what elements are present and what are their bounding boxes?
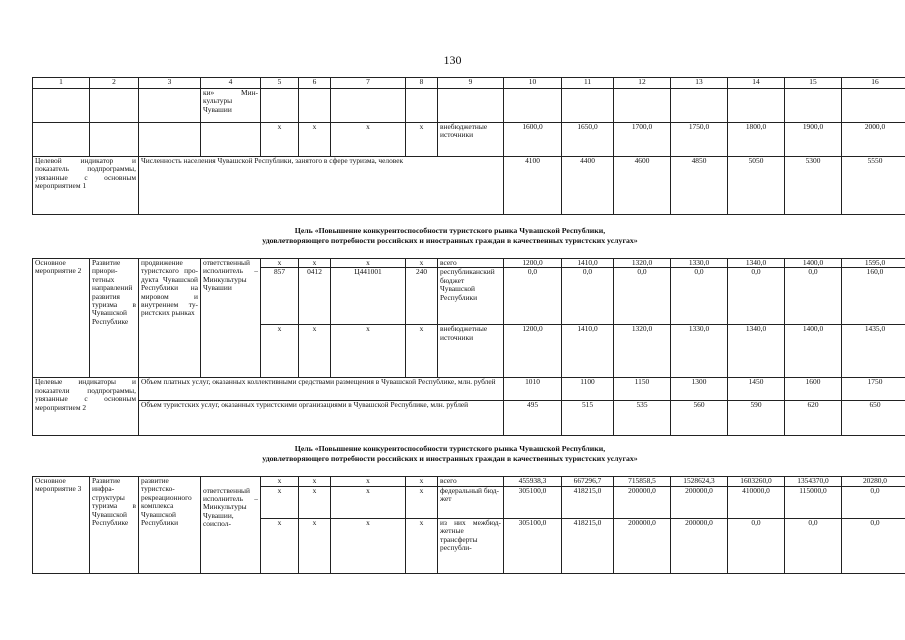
table-cell: 1330,0: [671, 259, 728, 268]
table-cell: 1150: [614, 378, 671, 401]
table-cell: 495: [504, 401, 562, 436]
header-cell: 16: [842, 78, 905, 89]
table-cell: ответственный исполнитель – Минкультуры Чувашии, соиспол-: [201, 487, 261, 574]
table-row: [33, 157, 905, 215]
table-cell: 1700,0: [614, 123, 671, 157]
table-cell: Объем платных услуг, оказанных коллективными средствами размещения в Чувашской Республике, млн. рублей: [139, 378, 504, 401]
table-cell: 4850: [671, 157, 728, 215]
table-cell: Основное мероприятие 2: [33, 259, 90, 378]
table-cell: 1354370,0: [785, 477, 842, 487]
table-cell: 1400,0: [785, 325, 842, 378]
table-cell: из них межбюджетные трансферты республи-: [438, 519, 504, 574]
table-cell: 1200,0: [504, 259, 562, 268]
table-cell: x: [406, 487, 438, 519]
funding-table-part-1: [32, 77, 905, 215]
table-cell: 0412: [299, 268, 331, 325]
table-cell: 200000,0: [671, 487, 728, 519]
table-cell: x: [331, 519, 406, 574]
table-row: [33, 89, 905, 123]
table-cell: x: [299, 123, 331, 157]
table-cell: 1320,0: [614, 325, 671, 378]
table-cell: продвижение туристского продукта Чувашской Республики на мировом и внутреннем туристских рынках: [139, 259, 201, 378]
table-cell: Развитие приоритетных направлений развития туризма в Чувашской Республике: [90, 259, 139, 378]
table-cell: 305100,0: [504, 487, 562, 519]
table-cell: x: [331, 259, 406, 268]
table-cell: x: [299, 259, 331, 268]
goal-heading: [32, 226, 868, 246]
table-cell: Целевые индикаторы и показатели подпрограммы, увязанные с основным мероприятием 2: [33, 378, 139, 436]
table-cell: 1650,0: [562, 123, 614, 157]
table-cell: Развитие инфраструктуры туризма в Чувашской Республике: [90, 477, 139, 574]
table-cell: x: [331, 325, 406, 378]
table-cell: x: [261, 477, 299, 487]
table-cell: 620: [785, 401, 842, 436]
table-cell: 1595,0: [842, 259, 905, 268]
table-cell: x: [261, 487, 299, 519]
table-cell: x: [261, 519, 299, 574]
table-cell: 1750,0: [671, 123, 728, 157]
table-cell: 200000,0: [671, 519, 728, 574]
table-row: [33, 401, 905, 436]
header-cell: 5: [261, 78, 299, 89]
table-cell: 1340,0: [728, 325, 785, 378]
header-cell: 14: [728, 78, 785, 89]
header-cell: 8: [406, 78, 438, 89]
table-cell: x: [406, 259, 438, 268]
header-cell: 11: [562, 78, 614, 89]
table-cell: Численность населения Чувашской Республики, занятого в сфере туризма, человек: [139, 157, 504, 215]
header-cell: 1: [33, 78, 90, 89]
table-cell: x: [261, 259, 299, 268]
table-cell: 1600,0: [504, 123, 562, 157]
table-cell: x: [261, 325, 299, 378]
page-number: 130: [443, 53, 462, 67]
table-cell: всего: [438, 477, 504, 487]
header-cell: 7: [331, 78, 406, 89]
table-cell: 418215,0: [562, 519, 614, 574]
table-cell: 1300: [671, 378, 728, 401]
table-cell: 5050: [728, 157, 785, 215]
table-cell: 200000,0: [614, 487, 671, 519]
table-row: [33, 123, 905, 157]
table-cell: развитие туристско-рекреационного комплекса Чувашской Республики: [139, 477, 201, 574]
table-cell: 4400: [562, 157, 614, 215]
table-cell: 535: [614, 401, 671, 436]
table-cell: x: [406, 123, 438, 157]
table-cell: всего: [438, 259, 504, 268]
table-cell: федеральный бюджет: [438, 487, 504, 519]
table-cell: 0,0: [842, 487, 905, 519]
header-cell: 13: [671, 78, 728, 89]
table-cell: 1330,0: [671, 325, 728, 378]
table-cell: 1410,0: [562, 259, 614, 268]
table-cell: 1010: [504, 378, 562, 401]
goal-line: Цель «Повышение конкурентоспособности туристского рынка Чувашской Республики,: [294, 226, 606, 235]
header-cell: 4: [201, 78, 261, 89]
table-cell: 1410,0: [562, 325, 614, 378]
table-cell: 410000,0: [728, 487, 785, 519]
table-row: [33, 378, 905, 401]
table-cell: ответственный исполнитель – Минкультуры Чувашии: [201, 259, 261, 378]
table-cell: Ц441001: [331, 268, 406, 325]
table-cell: 1100: [562, 378, 614, 401]
table-cell: x: [331, 477, 406, 487]
table-cell: 418215,0: [562, 487, 614, 519]
table-cell: x: [299, 487, 331, 519]
header-cell: 9: [438, 78, 504, 89]
table-cell: 590: [728, 401, 785, 436]
table-cell: внебюджетные источники: [438, 123, 504, 157]
table-cell: 1400,0: [785, 259, 842, 268]
table-cell: 5300: [785, 157, 842, 215]
table-cell: x: [406, 519, 438, 574]
table-cell: 715858,5: [614, 477, 671, 487]
table-row: [33, 477, 905, 487]
table-cell: 0,0: [728, 519, 785, 574]
table-cell: 1800,0: [728, 123, 785, 157]
table-cell: 515: [562, 401, 614, 436]
table-cell: 0,0: [562, 268, 614, 325]
table-cell: 0,0: [728, 268, 785, 325]
header-cell: 2: [90, 78, 139, 89]
table-cell: 1750: [842, 378, 905, 401]
goal-line: Цель «Повышение конкурентоспособности туристского рынка Чувашской Республики,: [294, 444, 606, 453]
table-cell: 0,0: [842, 519, 905, 574]
table-cell: 160,0: [842, 268, 905, 325]
table-cell: 1200,0: [504, 325, 562, 378]
table-cell: x: [331, 487, 406, 519]
header-row: [33, 78, 905, 89]
header-cell: 15: [785, 78, 842, 89]
table-cell: 240: [406, 268, 438, 325]
table-cell: 1528624,3: [671, 477, 728, 487]
table-cell: 4100: [504, 157, 562, 215]
table-cell: 2000,0: [842, 123, 905, 157]
table-cell: 667296,7: [562, 477, 614, 487]
table-row: [33, 259, 905, 268]
table-cell: 200000,0: [614, 519, 671, 574]
table-cell: 857: [261, 268, 299, 325]
table-cell: x: [406, 477, 438, 487]
table-cell: 0,0: [504, 268, 562, 325]
table-cell: 560: [671, 401, 728, 436]
header-cell: 12: [614, 78, 671, 89]
table-cell: x: [299, 519, 331, 574]
table-cell: 1340,0: [728, 259, 785, 268]
table-cell: x: [299, 325, 331, 378]
goal-heading: [32, 444, 868, 464]
table-cell: 5550: [842, 157, 905, 215]
table-cell: 4600: [614, 157, 671, 215]
table-cell: 0,0: [614, 268, 671, 325]
table-cell: 0,0: [785, 519, 842, 574]
header-cell: 10: [504, 78, 562, 89]
table-cell: 1320,0: [614, 259, 671, 268]
table-cell: x: [406, 325, 438, 378]
table-cell: ки» Минкультуры Чувашии: [201, 89, 261, 123]
table-cell: x: [261, 123, 299, 157]
goal-line: удовлетворяющего потребности российских и иностранных граждан в качественных туристских услугах»: [262, 454, 638, 463]
table-cell: 20280,0: [842, 477, 905, 487]
table-cell: x: [299, 477, 331, 487]
table-cell: Основное мероприятие 3: [33, 477, 90, 574]
table-cell: 1450: [728, 378, 785, 401]
table-cell: 0,0: [785, 268, 842, 325]
table-cell: 1603260,0: [728, 477, 785, 487]
table-cell: x: [331, 123, 406, 157]
table-cell: 305100,0: [504, 519, 562, 574]
funding-table-part-3: [32, 476, 905, 574]
table-cell: 1600: [785, 378, 842, 401]
goal-line: удовлетворяющего потребности российских и иностранных граждан в качественных туристских услугах»: [262, 236, 638, 245]
table-cell: 1435,0: [842, 325, 905, 378]
funding-table-part-2: [32, 258, 905, 436]
table-cell: 0,0: [671, 268, 728, 325]
table-cell: 650: [842, 401, 905, 436]
table-cell: Целевой индикатор и показатель подпрограммы, увязанные с основным мероприятием 1: [33, 157, 139, 215]
table-cell: 1900,0: [785, 123, 842, 157]
header-cell: 6: [299, 78, 331, 89]
table-cell: республиканский бюджет Чувашской Республики: [438, 268, 504, 325]
table-cell: Объем туристских услуг, оказанных туристскими организациями в Чувашской Республике, млн. рублей: [139, 401, 504, 436]
table-cell: внебюджетные источники: [438, 325, 504, 378]
header-cell: 3: [139, 78, 201, 89]
table-cell: 115000,0: [785, 487, 842, 519]
table-cell: 455938,3: [504, 477, 562, 487]
